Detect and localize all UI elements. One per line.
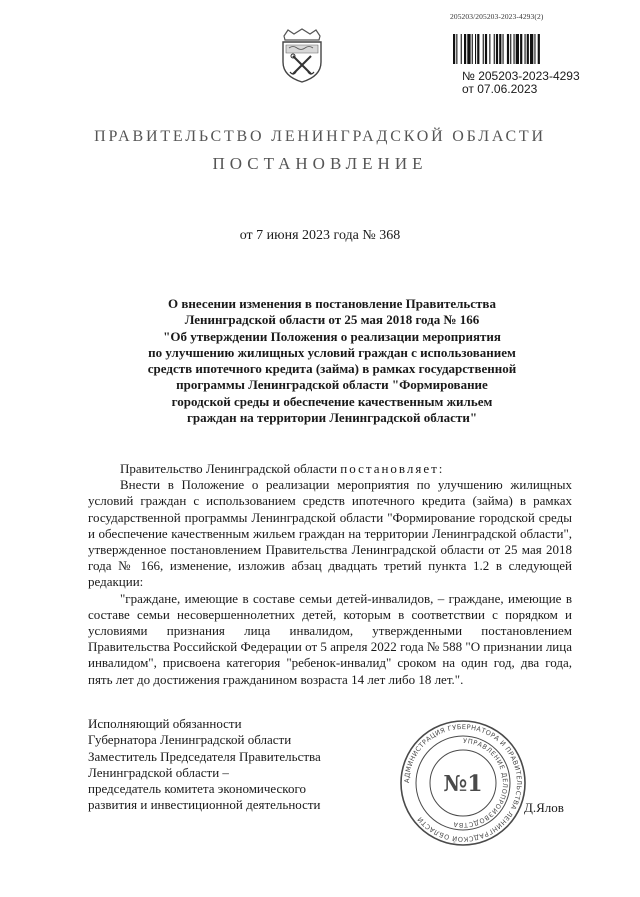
barcode-bar — [494, 34, 495, 64]
barcode-bar — [534, 34, 535, 64]
barcode-bar — [530, 34, 533, 64]
signatory-title-block — [88, 716, 321, 814]
barcode-bar — [456, 34, 457, 64]
document-date-number: от 7 июня 2023 года № 368 — [239, 228, 401, 243]
barcode-bar — [507, 34, 509, 64]
barcode-bar — [461, 34, 462, 64]
subject-line: граждан на территории Ленинградской области" — [186, 410, 478, 426]
signatory-line: Губернатора Ленинградской области — [88, 732, 292, 748]
signatory-name: Д.Ялов — [524, 800, 564, 815]
seal-number: №1 — [443, 771, 483, 797]
barcode-bar — [527, 34, 529, 64]
subject-line: по улучшению жилищных условий граждан с использованием — [148, 344, 516, 360]
subject-line: Ленинградской области от 25 мая 2018 года № 166 — [184, 312, 480, 328]
barcode-bar — [467, 34, 470, 64]
barcode-bar — [483, 34, 484, 64]
document-body — [88, 461, 572, 688]
subject-line: О внесении изменения в постановление Правительства — [168, 296, 496, 311]
barcode-bar — [489, 34, 490, 64]
registration-date: от 07.06.2023 — [462, 82, 538, 96]
coat-of-arms-emblem — [280, 26, 324, 84]
barcode-bar — [472, 34, 473, 64]
signatory-line: председатель комитета экономического — [88, 781, 306, 797]
barcode-bar — [499, 34, 501, 64]
seal-inner-text: УПРАВЛЕНИЕ ДЕЛОПРОИЗВОДСТВА — [452, 736, 510, 830]
barcode-bar — [525, 34, 526, 64]
document-top-id: 205203/205203-2023-4293(2) — [450, 12, 544, 21]
subject-line: программы Ленинградской области "Формирование — [176, 377, 488, 393]
registration-number: № 205203-2023-4293 — [462, 69, 580, 83]
barcode-bar — [485, 34, 487, 64]
signatory-line: Заместитель Председателя Правительства — [88, 748, 321, 764]
preamble-decree-word: постановляет: — [340, 461, 445, 476]
barcode-bar — [453, 34, 455, 64]
barcode-bar — [477, 34, 479, 64]
barcode-bar — [510, 34, 511, 64]
barcode-bar — [538, 34, 540, 64]
preamble — [88, 461, 572, 477]
document-subject — [120, 296, 544, 426]
paragraph-amendment: Внести в Положение о реализации мероприятия по улучшению жилищных условий граждан с использованием средств ипотечного кредита (займа) в рамках государственной программы Ленинградской области "Формирование городской среды и обеспечение качественным жильем граждан на территории Ленинградской области", утвержденное постановлением Правительства Ленинградской области от 25 мая 2018 года № 166, изменение, изложив абзац двадцать третий пункта 1.2 в следующей редакции: — [88, 477, 572, 590]
barcode-image — [452, 34, 578, 64]
official-seal-stamp — [398, 718, 528, 848]
barcode-bar — [514, 34, 515, 64]
barcode-bar — [503, 34, 504, 64]
document-type-title: ПОСТАНОВЛЕНИЕ — [212, 154, 428, 173]
subject-line: средств ипотечного кредита (займа) в рамках государственной — [147, 361, 517, 377]
seal-outer-text: АДМИНИСТРАЦИЯ ГУБЕРНАТОРА И ПРАВИТЕЛЬСТВА ЛЕНИНГРАДСКОЙ ОБЛАСТИ — [402, 722, 524, 844]
barcode-bar — [496, 34, 498, 64]
signatory-line: Исполняющий обязанности — [88, 716, 242, 731]
preamble-text: Правительство Ленинградской области — [120, 461, 341, 476]
barcode-bar — [516, 34, 519, 64]
barcode-bar — [520, 34, 522, 64]
government-title: ПРАВИТЕЛЬСТВО ЛЕНИНГРАДСКОЙ ОБЛАСТИ — [94, 128, 546, 145]
signatory-line: Ленинградской области – — [88, 764, 229, 780]
subject-line: "Об утверждении Положения о реализации мероприятия — [163, 328, 501, 344]
subject-line: городской среды и обеспечение качественным жильем — [171, 393, 493, 409]
barcode-bar — [475, 34, 476, 64]
barcode-bar — [464, 34, 466, 64]
signatory-line: развития и инвестиционной деятельности — [88, 797, 321, 813]
paragraph-new-wording: "граждане, имеющие в составе семьи детей-инвалидов, – граждане, имеющие в составе семьи несовершеннолетних детей, которым в соответствии с порядком и условиями признания лица инвалидом, утвержденными постановлением Правительства Российской Федерации от 5 апреля 2022 года № 588 "О признании лица инвалидом", присвоена категория "ребенок-инвалид" сроком на один год, два года, пять лет до достижения гражданином возраста 14 лет либо 18 лет.". — [88, 590, 572, 687]
